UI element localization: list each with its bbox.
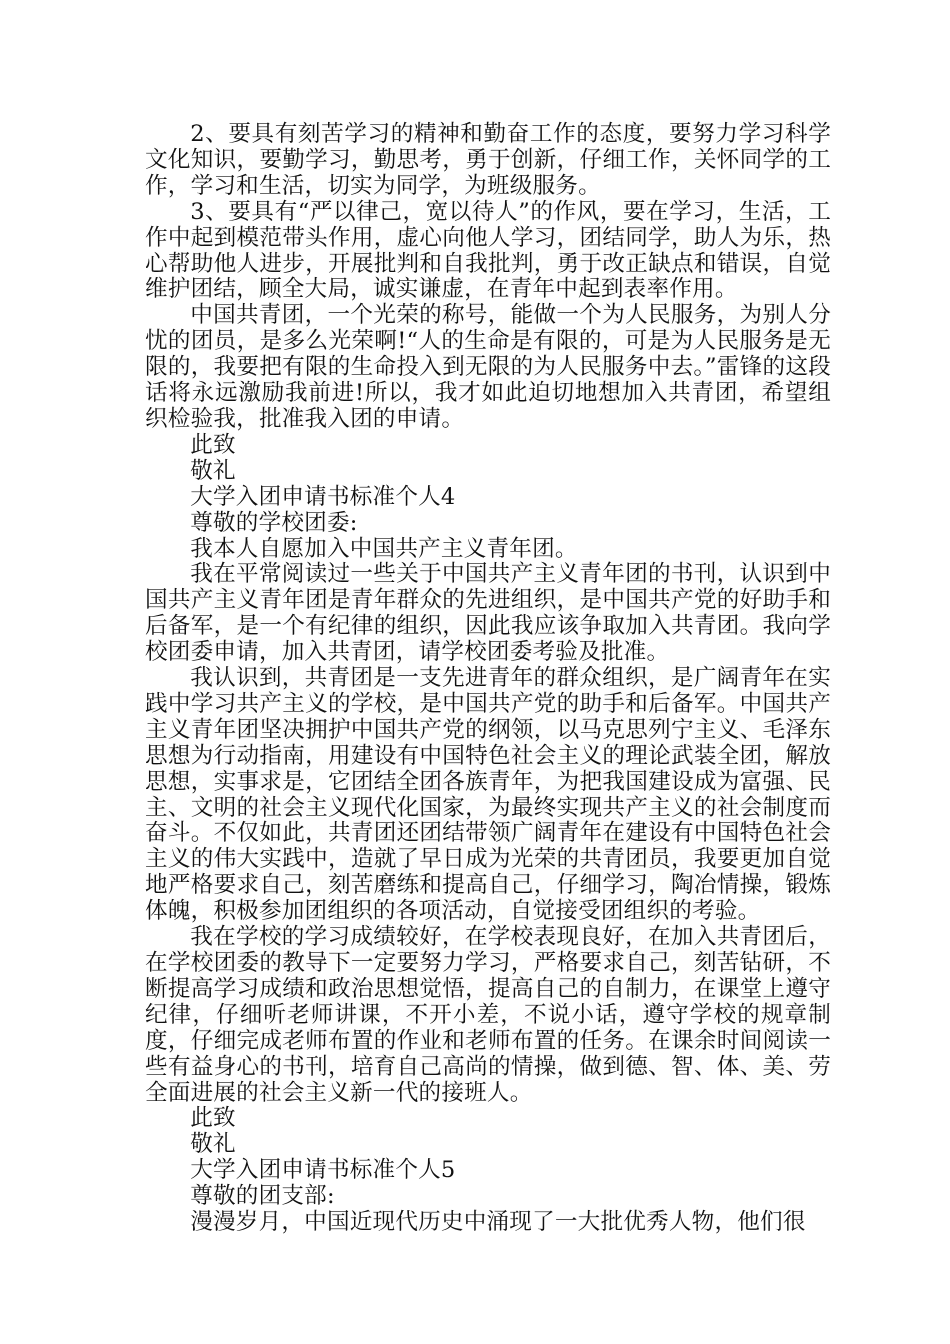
closing-cizhi: 此致 — [190, 1105, 236, 1132]
document-body — [145, 122, 831, 1236]
statement-voluntary: 我本人自愿加入中国共产主义青年团。 — [190, 535, 578, 562]
paragraph-history-start: 漫漫岁月，中国近现代历史中涌现了一大批优秀人物，他们很 — [190, 1209, 806, 1236]
section-heading-4: 大学入团申请书标准个人4 — [190, 483, 456, 510]
salutation-branch: 尊敬的团支部: — [190, 1183, 335, 1210]
section-heading-5: 大学入团申请书标准个人5 — [190, 1157, 456, 1184]
closing-jingli: 敬礼 — [190, 457, 236, 484]
paragraph-understanding: 我认识到，共青团是一支先进青年的群众组织，是广阔青年在实践中学习共产主义的学校，是中国共产党的助手和后备军。中国共产主义青年团坚决拥护中国共产党的纲领，以马克思列宁主义、毛泽东思想为行动指南，用建设有中国特色社会主义的理论武装全团，解放思想，实事求是，它团结全团各族青年，为把我国建设成为富强、民主、文明的社会主义现代化国家，为最终实现共产主义的社会制度而奋斗。不仅如此，共青团还团结带领广阔青年在建设有中国特色社会主义的伟大实践中，造就了早日成为光荣的共青团员，我要更加自觉地严格要求自己，刻苦磨练和提高自己，仔细学习，陶冶情操，锻炼体魄，积极参加团组织的各项活动，自觉接受团组织的考验。 — [145, 665, 831, 925]
closing-jingli: 敬礼 — [190, 1131, 236, 1158]
salutation-school-committee: 尊敬的学校团委: — [190, 509, 358, 536]
paragraph-honor: 中国共青团，一个光荣的称号，能做一个为人民服务，为别人分忧的团员，是多么光荣啊!“人的生命是有限的，可是为人民服务是无限的，我要把有限的生命投入到无限的为人民服务中去。”雷锋的这段话将永远激励我前进!所以，我才如此迫切地想加入共青团，希望组织检验我，批准我入团的申请。 — [145, 302, 831, 432]
paragraph-requirement-2: 2、要具有刻苦学习的精神和勤奋工作的态度，要努力学习科学文化知识，要勤学习，勤思考，勇于创新，仔细工作，关怀同学的工作，学习和生活，切实为同学，为班级服务。 — [145, 121, 831, 199]
paragraph-requirement-3: 3、要具有“严以律己，宽以待人”的作风，要在学习，生活，工作中起到模范带头作用，虚心向他人学习，团结同学，助人为乐，热心帮助他人进步，开展批判和自我批判，勇于改正缺点和错误，自觉维护团结，顾全大局，诚实谦虚，在青年中起到表率作用。 — [145, 198, 831, 303]
closing-cizhi: 此致 — [190, 431, 236, 458]
paragraph-performance: 我在学校的学习成绩较好，在学校表现良好，在加入共青团后，在学校团委的教导下一定要努力学习，严格要求自己，刻苦钻研，不断提高学习成绩和政治思想觉悟，提高自己的自制力，在课堂上遵守纪律，仔细听老师讲课，不开小差，不说小话，遵守学校的规章制度，仔细完成老师布置的作业和老师布置的任务。在课余时间阅读一些有益身心的书刊，培育自己高尚的情操，做到德、智、体、美、劳全面进展的社会主义新一代的接班人。 — [145, 924, 831, 1106]
paragraph-reading: 我在平常阅读过一些关于中国共产主义青年团的书刊，认识到中国共产主义青年团是青年群众的先进组织，是中国共产党的好助手和后备军，是一个有纪律的组织，因此我应该争取加入共青团。我向学校团委申请，加入共青团，请学校团委考验及批准。 — [145, 561, 831, 666]
